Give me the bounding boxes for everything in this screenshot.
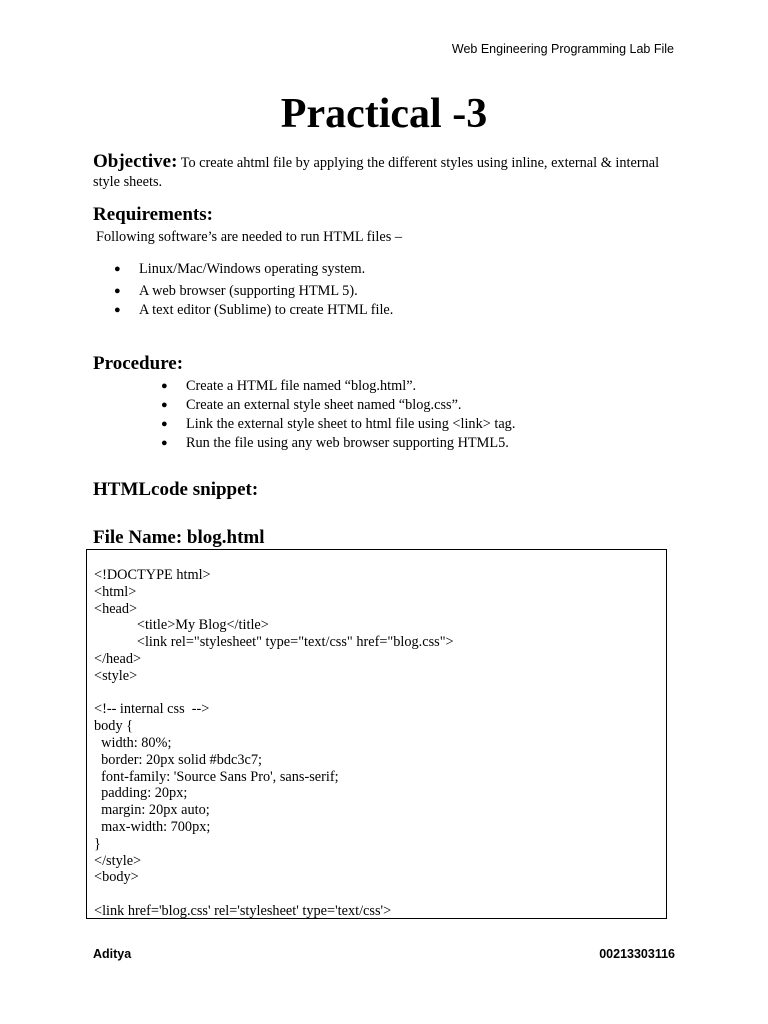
list-item: ● Linux/Mac/Windows operating system. [114,261,366,277]
code-line: border: 20px solid #bdc3c7; [94,751,262,768]
code-line: </head> [94,651,142,667]
code-line: <head> [94,600,138,617]
bullet-icon: ● [161,399,168,411]
requirements-intro: Following software’s are needed to run HTML files – [96,229,402,245]
code-line: width: 80%; [94,735,172,751]
footer-author-name: Aditya [93,947,132,961]
code-line: margin: 20px auto; [94,802,210,819]
list-item: ● A text editor (Sublime) to create HTML file. [114,302,394,318]
code-line: <html> [94,583,137,600]
footer-roll-number: 00213303116 [599,947,675,961]
requirements-heading: Requirements: [93,204,213,225]
code-line: padding: 20px; [94,785,188,802]
code-line: <body> [94,869,139,886]
bullet-icon: ● [161,418,168,430]
code-snippet-box [86,549,667,919]
objective-text: To create ahtml file by applying the different styles using inline, external & internal style sheets. [93,155,660,190]
procedure-heading: Procedure: [93,353,184,374]
procedure-list [161,377,516,453]
code-line: <!-- internal css --> [94,701,210,718]
list-item: ● A web browser (supporting HTML 5). [114,283,358,299]
running-header: Web Engineering Programming Lab File [451,42,674,56]
bullet-icon: ● [161,380,168,392]
bullet-icon: ● [161,437,168,449]
page-title: Practical -3 [280,91,488,137]
file-name-heading: File Name: blog.html [93,527,265,548]
objective-label: Objective: [93,151,178,172]
code-line: </style> [94,852,142,869]
bullet-icon: ● [114,304,121,316]
list-item: ● Create an external style sheet named “blog.css”. [161,397,462,413]
code-line: <link rel="stylesheet" type="text/css" href="blog.css"> [94,634,454,651]
requirements-list [114,260,394,320]
code-line: <title>My Blog</title> [94,617,269,634]
snippet-heading: HTMLcode snippet: [93,479,259,500]
code-line: <style> [94,667,138,684]
code-line: body { [94,718,134,735]
bullet-icon: ● [114,263,121,275]
list-item: ● Link the external style sheet to html file using <link> tag. [161,416,516,432]
bullet-icon: ● [114,285,121,297]
list-item: ● Run the file using any web browser supporting HTML5. [161,435,509,451]
code-line: <link href='blog.css' rel='stylesheet' type='text/css'> [94,903,392,919]
objective-paragraph [93,152,678,192]
code-line: <!DOCTYPE html> [94,567,211,583]
code-line: font-family: 'Source Sans Pro', sans-serif; [94,768,339,785]
code-line: } [94,835,101,852]
code-line: max-width: 700px; [94,819,211,835]
list-item: ● Create a HTML file named “blog.html”. [161,378,417,394]
